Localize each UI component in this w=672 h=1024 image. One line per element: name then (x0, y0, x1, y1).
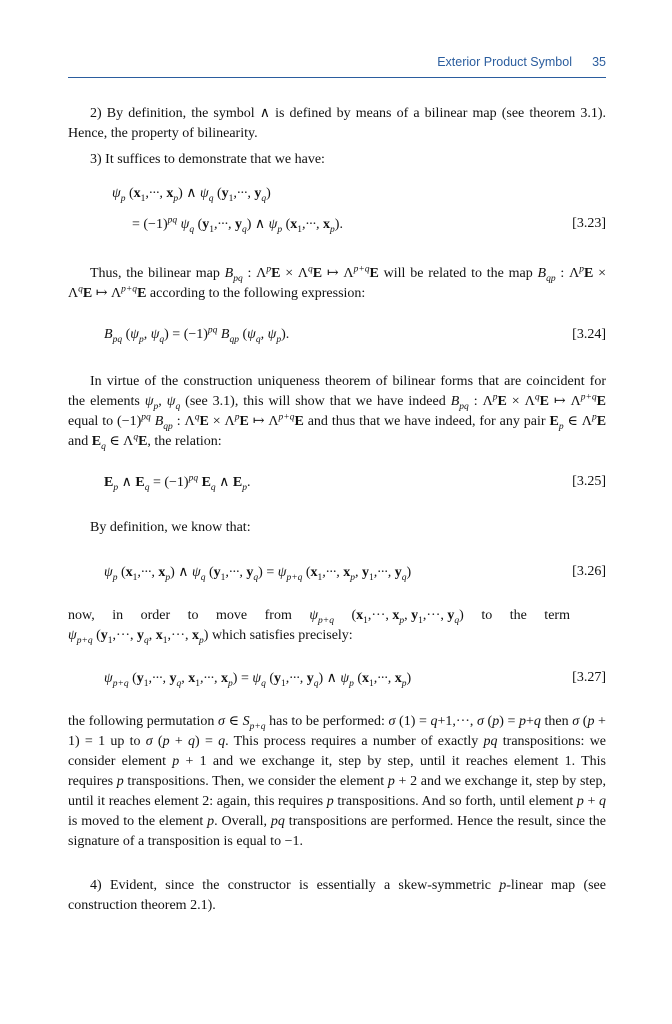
equation-3-26 (68, 564, 606, 586)
paragraph-now-in-order: now, in order to move from $\psi_{p+q}$ ($x_1,\cdot\cdot\cdot$, $x_p$, $y_1,\cdot\cdot\cdot$, $y_q$) to the term (68, 608, 570, 626)
running-header (68, 55, 606, 78)
equation-3-25 (68, 474, 606, 496)
equation-label: [3.24] (572, 327, 606, 342)
eq-3-27-expr: $\psi_{p+q}$ ($y_1,\cdot\cdot\cdot$, $y_q$, $x_1,\cdot\cdot\cdot$, $x_p) = \psi_q$ ($y_1,\cdot\cdot\cdot$, $y_q$) ∧ $\psi_p$ ($x_1,\cdot\cdot\cdot$, $x_p$) (104, 671, 412, 689)
paragraph-by-definition: By definition, we know that: (90, 520, 251, 535)
paragraph-item-2 (68, 104, 606, 144)
paragraph-uniqueness: In virtue of the construction uniqueness theorem of bilinear forms that are coincident for the elements $\psi_p$, $\psi_q$ (see 3.1), this will show that we have indeed $B_{pq}$ : $\Lambda^pE \times \Lambda^qE$ ↦ $\Lambda^{p+q}E$ equal to $(-1)^{pq}$ $B_{qp}$ : $\Lambda^qE \times \Lambda^pE$ ↦ $\Lambda^{p+q}E$ and thus that we have indeed, for any pair $E_p$ ∈ $\Lambda^pE$ and $E_q$ ∈ $\Lambda^qE$, the relation: (68, 374, 607, 452)
p1-text: 2) By definition, the symbol ∧ is defined by means of a bilinear map (see theorem 3.1). Hence, the property of bilinearity. (68, 106, 606, 141)
paragraph-item-4: 4) Evident, since the constructor is essentially a skew-symmetric p-linear map (see construction theorem 2.1). (68, 878, 606, 913)
chapter-title: Exterior Product Symbol (437, 55, 572, 69)
paragraph-permutation: the following permutation σ ∈ $S_{p+q}$ has to be performed: σ (1) = q+1,···, σ (p) = p+q then σ (p + 1) = 1 up to σ (p + q) = q. This process requires a number of exactly pq transpositions: we consider element p + 1 and we exchange it, step by step, until it reaches element 1. This requires p transpositions. Then, we consider the element p + 2 and we exchange it, step by step, until it reaches element 2: again, this requires p transpositions. And so forth, until element p + q is moved to the element p. Overall, pq transpositions are performed. Hence the result, since the signature of a transposition is equal to −1. (68, 714, 607, 849)
eq-3-24-expr: $B_{pq}$ ($\psi_p$, $\psi_q) = (-1)^{pq}$ $B_{qp}$ ($\psi_q$, $\psi_p$). (104, 325, 290, 345)
equation-label: [3.23] (572, 216, 606, 231)
eq-3-25-expr: $E_p$ ∧ $E_q = (-1)^{pq}$ $E_q$ ∧ $E_p$. (104, 473, 251, 493)
equation-3-27 (68, 670, 606, 692)
equation-3-23-line1 (68, 185, 606, 207)
paragraph-now-in-order-cont: $\psi_{p+q}$ ($y_1,\cdot\cdot\cdot$, $y_q$, $x_1,\cdot\cdot\cdot$, $x_p$) which satisfies precisely: (68, 628, 353, 646)
eq-3-23-line1-expr: $\psi_p$ ($x_1,\cdot\cdot\cdot$, $x_p$) ∧ $\psi_q$ ($y_1,\cdot\cdot\cdot$, $y_q$) (112, 186, 271, 204)
paragraph-bilinear-map: Thus, the bilinear map $B_{pq}$ : $\Lambda^pE \times \Lambda^qE$ ↦ $\Lambda^{p+q}E$ will be related to the map $B_{qp}$ : $\Lambda^pE \times \Lambda^qE$ ↦ $\Lambda^{p+q}E$ according to the following expression: (68, 264, 607, 301)
equation-label: [3.25] (572, 474, 606, 489)
equation-3-23-line2 (68, 216, 606, 238)
equation-3-24 (68, 327, 606, 349)
page-number: 35 (592, 55, 606, 69)
eq-3-23-line2-expr: = $(-1)^{pq}$ $\psi_q$ ($y_1,\cdot\cdot\cdot$, $y_q$) ∧ $\psi_p$ ($x_1,\cdot\cdot\cdot$, $x_p$). (132, 215, 343, 235)
equation-label: [3.26] (572, 564, 606, 579)
paragraph-item-3: 3) It suffices to demonstrate that we have: (90, 152, 325, 167)
eq-3-26-expr: $\psi_p$ ($x_1,\cdot\cdot\cdot$, $x_p$) ∧ $\psi_q$ ($y_1,\cdot\cdot\cdot$, $y_q) = \psi_{p+q}$ ($x_1,\cdot\cdot\cdot$, $x_p$, $y_1,\cdot\cdot\cdot$, $y_q$) (104, 565, 412, 583)
equation-label: [3.27] (572, 670, 606, 685)
